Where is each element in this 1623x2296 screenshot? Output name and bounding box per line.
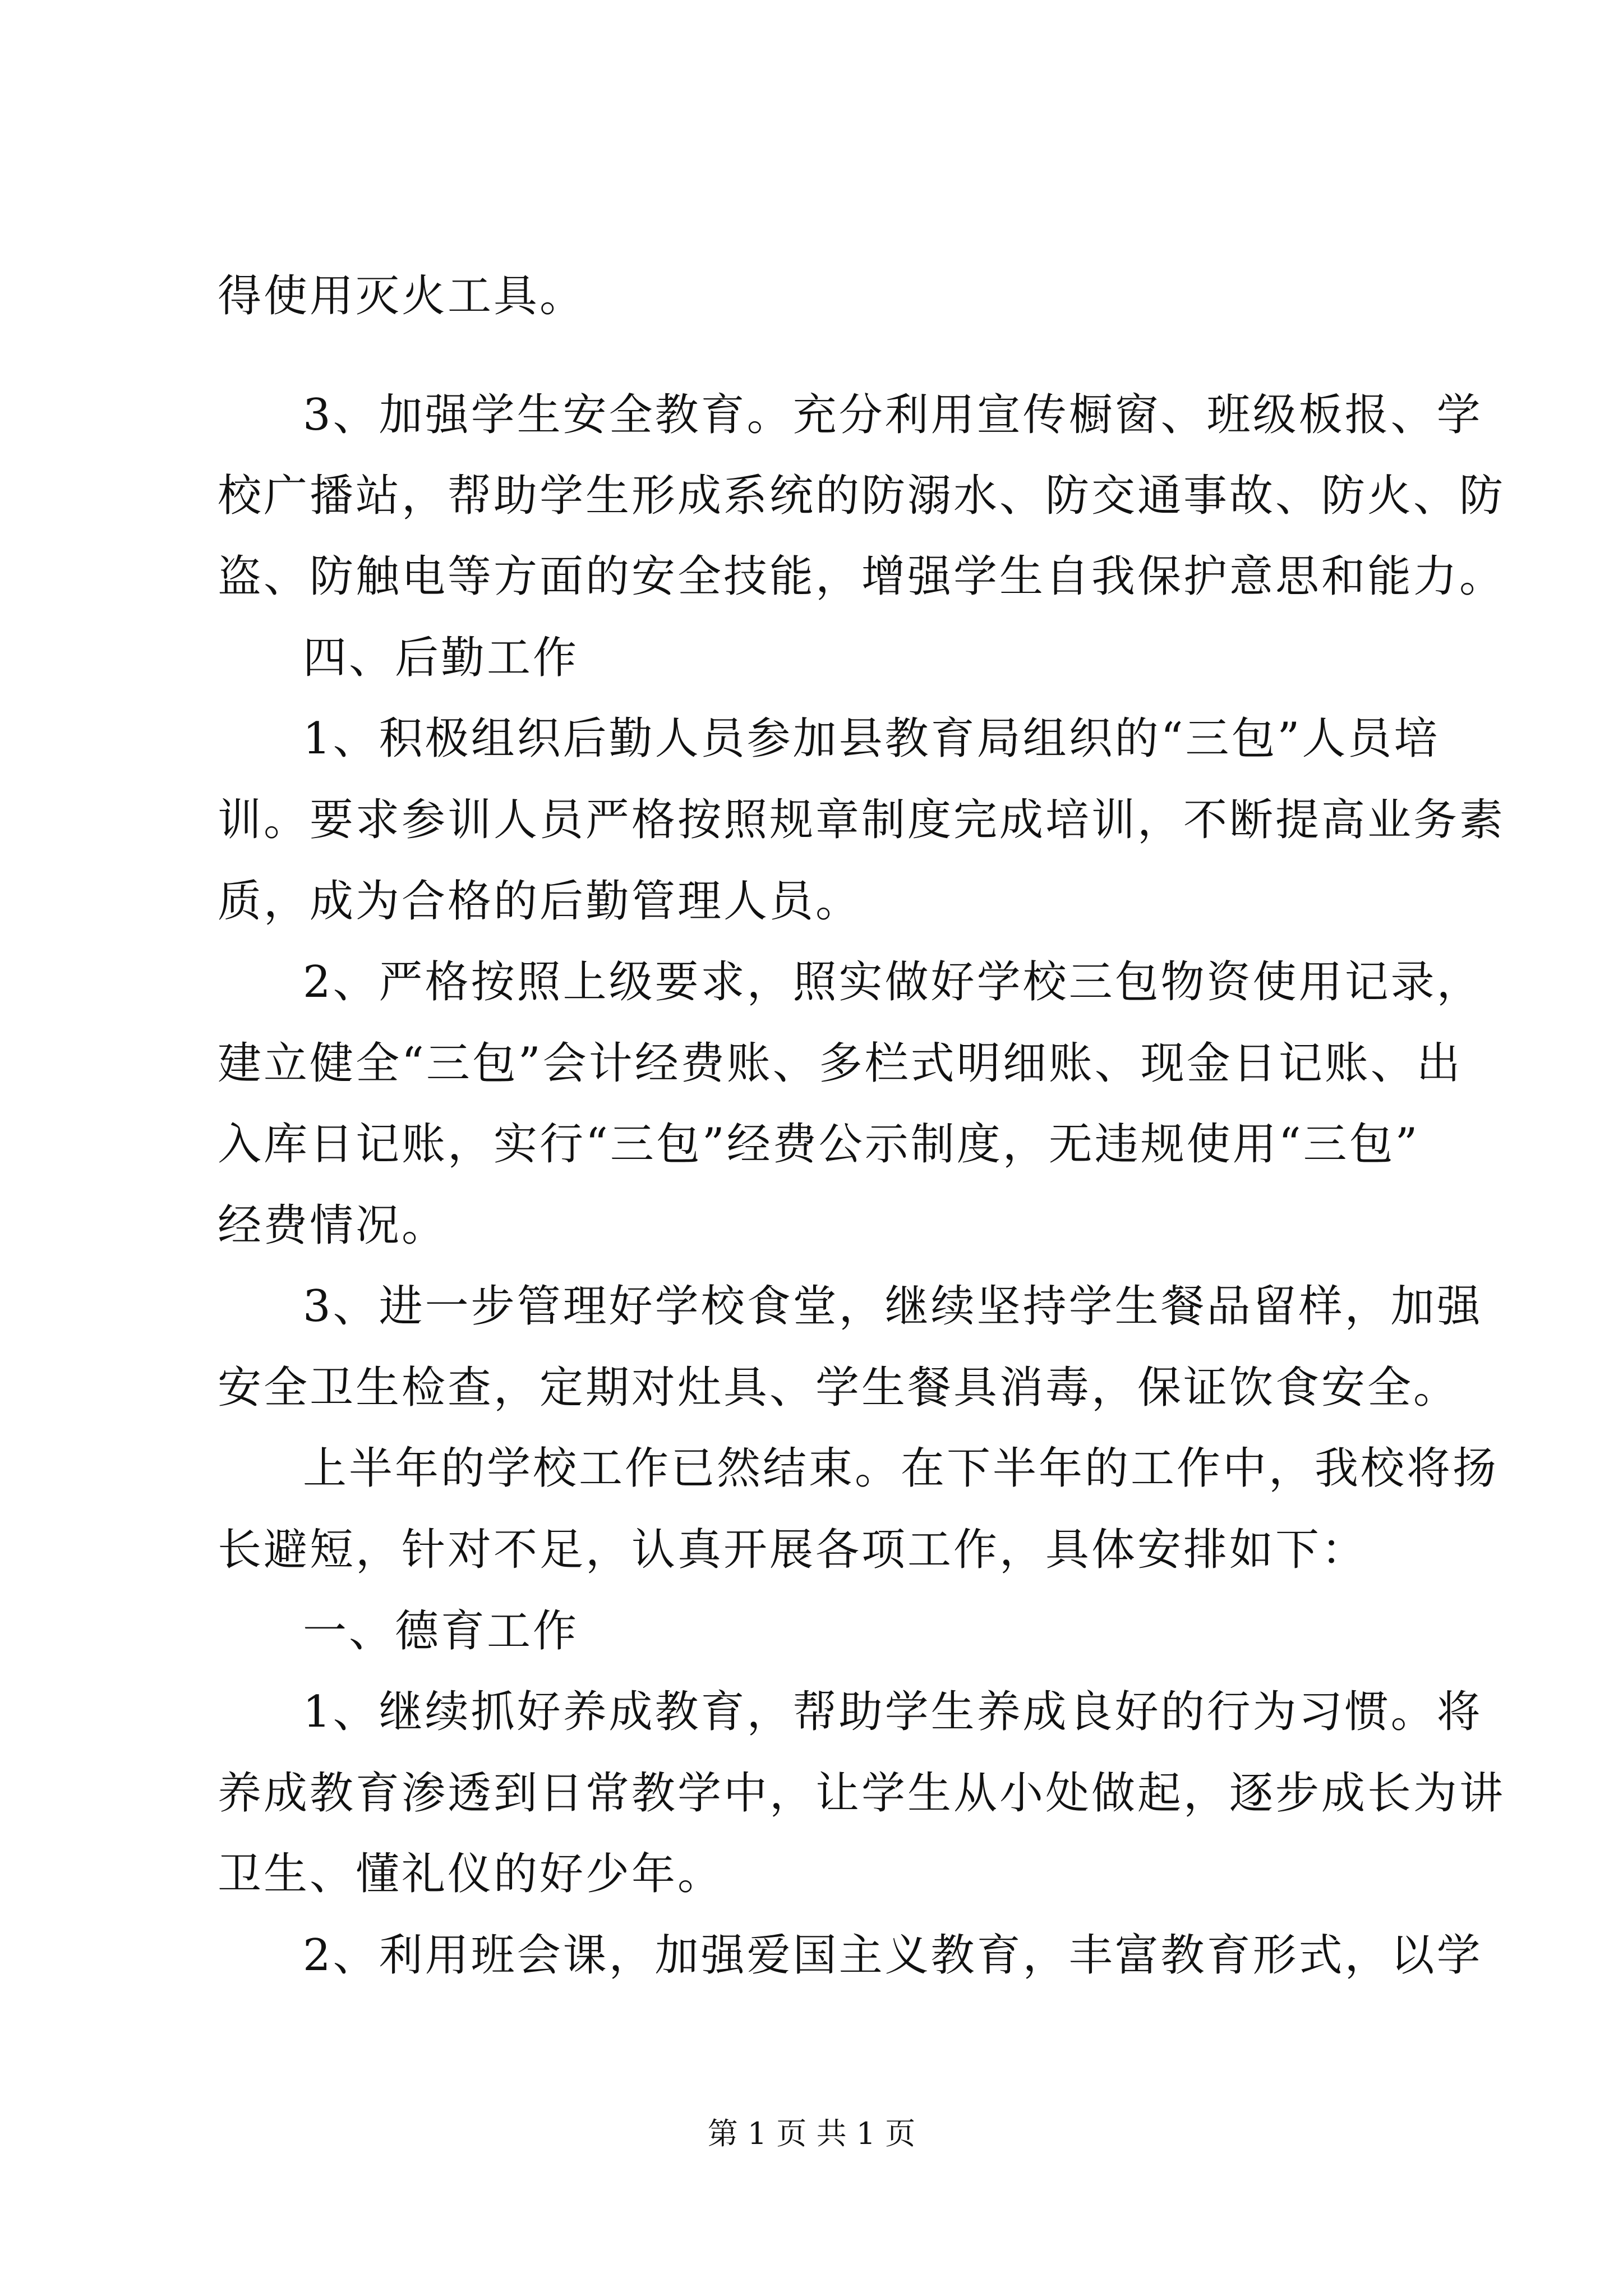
text-line: 长避短，针对不足，认真开展各项工作，具体安排如下： xyxy=(218,1525,1368,1575)
section-heading: 四、后勤工作 xyxy=(303,633,579,683)
text-line: 校广播站，帮助学生形成系统的防溺水、防交通事故、防火、防 xyxy=(218,471,1506,521)
text-line: 质，成为合格的后勤管理人员。 xyxy=(218,876,862,927)
text-line: 安全卫生检查，定期对灶具、学生餐具消毒，保证饮食安全。 xyxy=(218,1363,1460,1413)
text-line: 卫生、懂礼仪的好少年。 xyxy=(218,1849,724,1899)
text-line: 养成教育渗透到日常教学中，让学生从小处做起，逐步成长为讲 xyxy=(218,1768,1506,1819)
text-line: 盗、防触电等方面的安全技能，增强学生自我保护意思和能力。 xyxy=(218,551,1506,602)
text-line: 2、利用班会课，加强爱国主义教育，丰富教育形式，以学 xyxy=(303,1930,1483,1981)
text-line: 训。要求参训人员严格按照规章制度完成培训，不断提高业务素 xyxy=(218,795,1506,845)
page-footer: 第 1 页 共 1 页 xyxy=(707,2116,916,2151)
text-line: 2、严格按照上级要求，照实做好学校三包物资使用记录， xyxy=(303,957,1483,1007)
text-line: 上半年的学校工作已然结束。在下半年的工作中，我校将扬 xyxy=(303,1443,1499,1494)
text-line: 建立健全“三包”会计经费账、多栏式明细账、现金日记账、出 xyxy=(218,1038,1463,1089)
text-line: 1、积极组织后勤人员参加县教育局组织的“三包”人员培 xyxy=(303,714,1440,764)
text-line: 3、加强学生安全教育。充分利用宣传橱窗、班级板报、学 xyxy=(303,390,1483,440)
section-heading: 一、德育工作 xyxy=(303,1606,579,1657)
text-line: 1、继续抓好养成教育，帮助学生养成良好的行为习惯。将 xyxy=(303,1687,1483,1737)
text-line: 入库日记账，实行“三包”经费公示制度，无违规使用“三包” xyxy=(218,1119,1420,1170)
text-line: 经费情况。 xyxy=(218,1200,448,1251)
text-line: 得使用灭火工具。 xyxy=(218,271,586,321)
text-line: 3、进一步管理好学校食堂，继续坚持学生餐品留样，加强 xyxy=(303,1281,1483,1332)
